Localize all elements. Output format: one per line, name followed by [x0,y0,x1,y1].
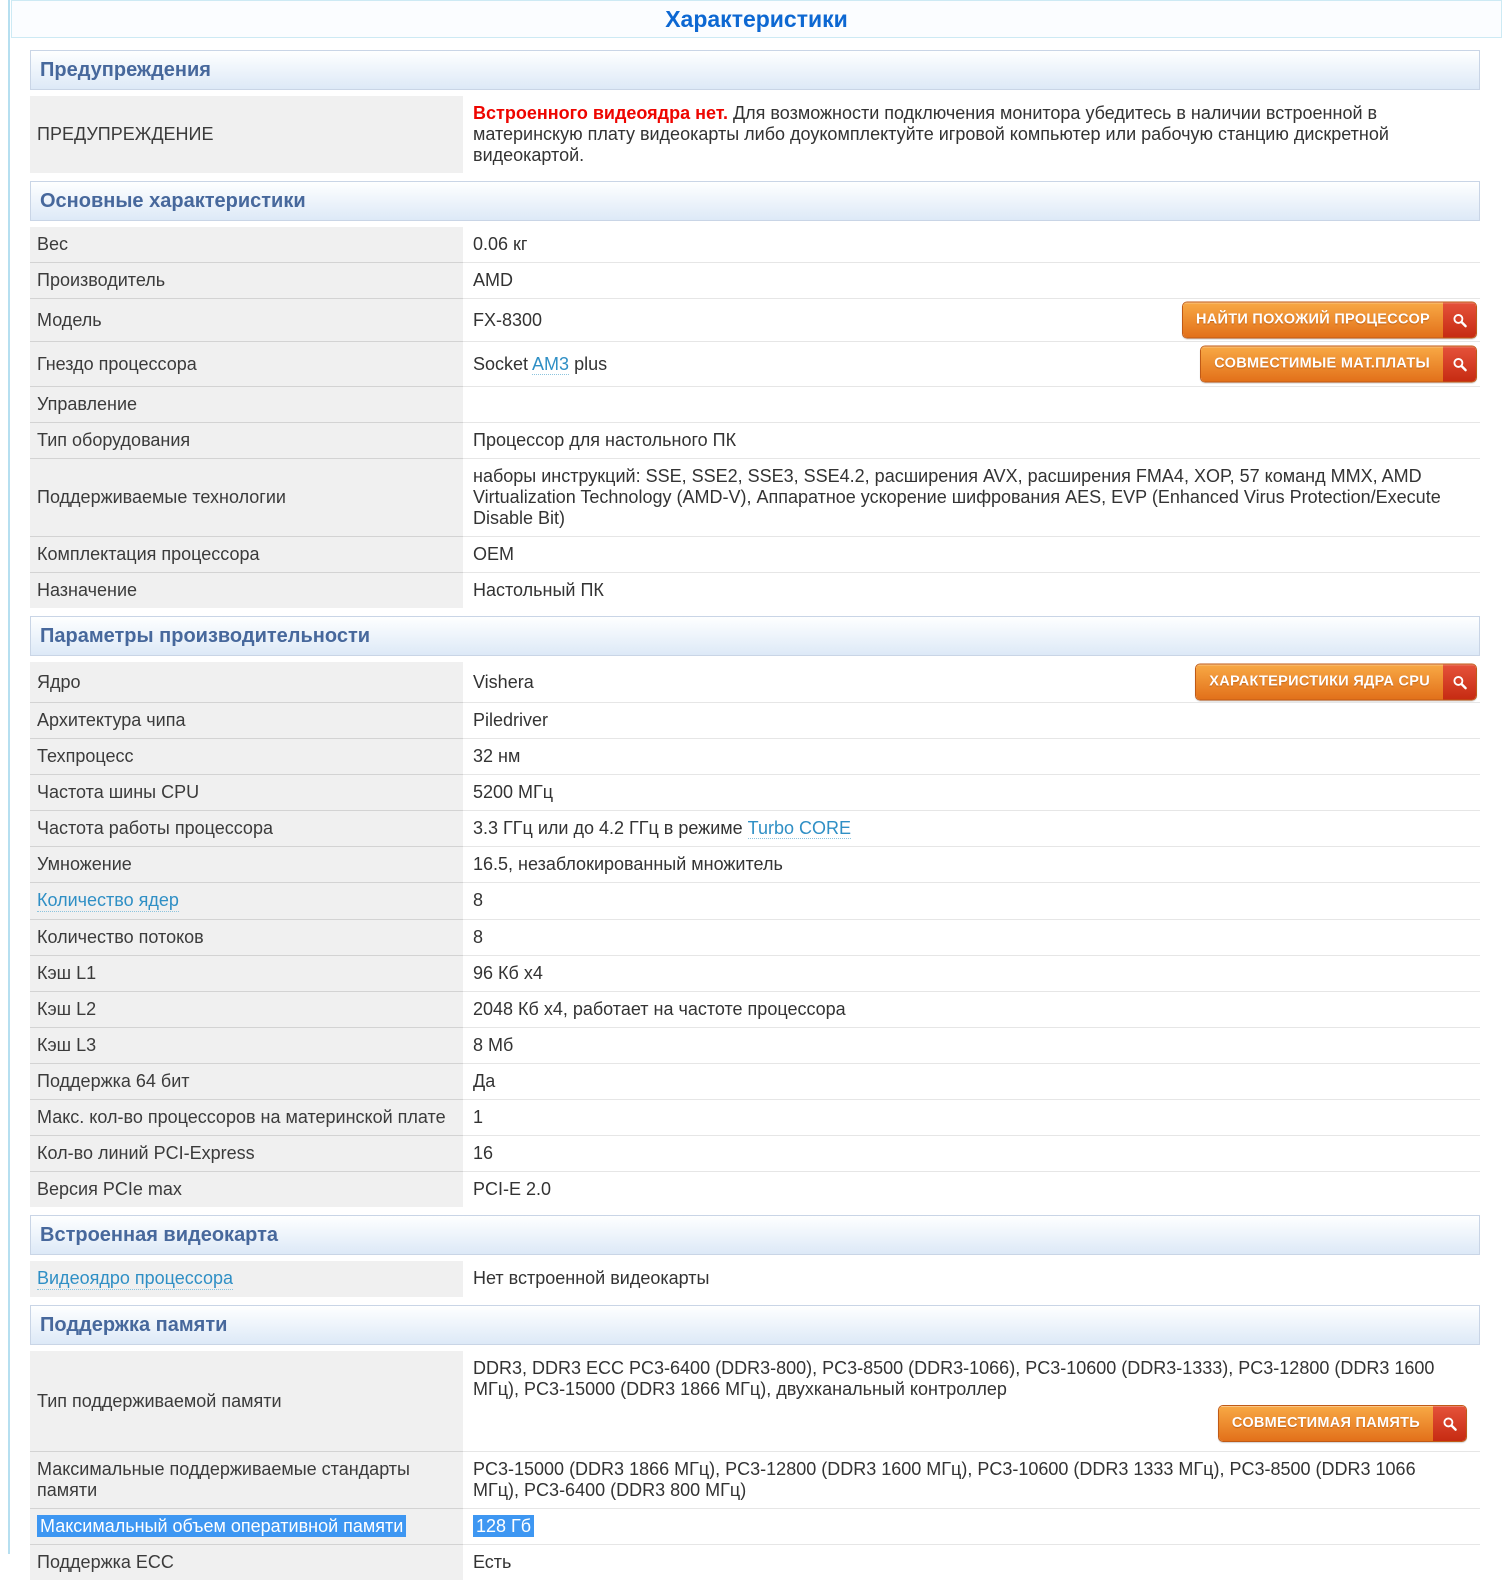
find-similar-cpu-button[interactable] [1182,302,1477,339]
section-header-video: Встроенная видеокарта [30,1215,1480,1255]
row-manufacturer [30,262,1480,298]
section-header-memory: Поддержка памяти [30,1305,1480,1345]
row-cache-l1 [30,955,1480,991]
row-hardware-type [30,422,1480,458]
ecc-value-text: Есть [473,1552,512,1572]
section-memory [30,1351,1480,1580]
max-ram-value-text selected-text: 128 Гб [473,1515,534,1537]
row-cpu-freq-value [463,810,1480,846]
row-multiplier-value [463,846,1480,882]
row-cache-l1-value [463,955,1480,991]
row-bus-freq-label: Частота шины CPU [30,774,463,810]
purpose-value-text: Настольный ПК [473,580,604,600]
specs-table [30,50,1480,1580]
row-64bit-label: Поддержка 64 бит [30,1063,463,1099]
row-warning-value [463,96,1480,173]
row-socket [30,341,1480,386]
row-max-cpu-label: Макс. кол-во процессоров на материнской плате [30,1099,463,1135]
row-cache-l3-value [463,1027,1480,1063]
section-header-main: Основные характеристики [30,181,1480,221]
architecture-value-text: Piledriver [473,710,549,730]
gpu-core-link[interactable]: Видеоядро процессора [37,1268,233,1288]
model-value-text: FX-8300 [473,309,543,330]
row-socket-value [463,341,1480,386]
magnifier-icon [1443,665,1476,700]
row-max-standards-label: Максимальные поддерживаемые стандарты памяти [30,1451,463,1508]
section-header-performance: Параметры производительности [30,616,1480,656]
mem-type-button-row [473,1400,1470,1444]
section-header-warnings: Предупреждения [30,50,1480,90]
row-architecture [30,702,1480,738]
row-cores-label [30,882,463,919]
row-mem-type-label: Тип поддерживаемой памяти [30,1351,463,1451]
technologies-value-text: наборы инструкций: SSE, SSE2, SSE3, SSE4.2, расширения AVX, расширения FMA4, XOP, 57 команд MMX, AMD Virtualization Technology (AMD-V), Аппаратное ускорение шифрования AES, EVP (Enhanced Virus Protection/Execute Disable Bit) [473,466,1441,528]
row-control-value [463,386,1480,422]
row-pcie-version-label: Версия PCIe max [30,1171,463,1207]
row-hardware-type-value [463,422,1480,458]
socket-suffix-text: plus [569,353,608,374]
row-manufacturer-value [463,262,1480,298]
row-max-ram [30,1508,1480,1544]
compatible-memory-button[interactable] [1218,1405,1467,1442]
row-socket-label: Гнездо процессора [30,341,463,386]
compatible-motherboards-button-label: СОВМЕСТИМЫЕ МАТ.ПЛАТЫ [1201,347,1443,382]
row-package-value [463,536,1480,572]
row-bus-freq-value [463,774,1480,810]
section-performance [30,662,1480,1207]
row-purpose-label: Назначение [30,572,463,608]
cpu-freq-prefix-text: 3.3 ГГц или до 4.2 ГГц в режиме [473,818,748,838]
row-max-cpu [30,1099,1480,1135]
row-cache-l1-label: Кэш L1 [30,955,463,991]
row-control-label: Управление [30,386,463,422]
row-core-label: Ядро [30,662,463,702]
multiplier-value-text: 16.5, незаблокированный множитель [473,854,783,874]
magnifier-icon [1443,347,1476,382]
compatible-motherboards-button[interactable] [1200,346,1477,383]
am3-link[interactable]: AM3 [532,353,570,374]
row-process-label: Техпроцесс [30,738,463,774]
socket-value-text [473,354,607,375]
row-process-value [463,738,1480,774]
core-value-text: Vishera [473,671,534,692]
row-bus-freq [30,774,1480,810]
row-package [30,536,1480,572]
pci-lanes-value-text: 16 [473,1143,494,1163]
mem-type-value-text: DDR3, DDR3 ECC PC3-6400 (DDR3-800), PC3-8500 (DDR3-1066), PC3-10600 (DDR3-1333), PC3-12800 (DDR3 1600 МГц), PC3-15000 (DDR3 1866 МГц), двухканальный контроллер [473,1358,1435,1399]
row-pci-lanes [30,1135,1480,1171]
row-threads [30,919,1480,955]
cache-l3-value-text: 8 Мб [473,1035,514,1055]
warning-body-text: Для возможности подключения монитора убедитесь в наличии встроенной в материнскую плату видеокарты либо доукомплектуйте игровой компьютер или рабочую станцию дискретной видеокартой. [473,103,1389,165]
row-multiplier-label: Умножение [30,846,463,882]
row-cache-l2 [30,991,1480,1027]
row-technologies-value [463,458,1480,536]
row-max-ram-label [30,1508,463,1544]
row-architecture-label: Архитектура чипа [30,702,463,738]
cpu-freq-value-text [473,818,851,839]
row-gpu-value [463,1261,1480,1297]
row-cache-l2-label: Кэш L2 [30,991,463,1027]
row-max-ram-value [463,1508,1480,1544]
row-hardware-type-label: Тип оборудования [30,422,463,458]
row-threads-value [463,919,1480,955]
row-process [30,738,1480,774]
row-cache-l3-label: Кэш L3 [30,1027,463,1063]
row-mem-type [30,1351,1480,1451]
warning-alert-text: Встроенного видеоядра нет. [473,103,728,123]
row-max-standards-value [463,1451,1480,1508]
section-main [30,227,1480,608]
row-cache-l2-value [463,991,1480,1027]
compatible-memory-button-label: СОВМЕСТИМАЯ ПАМЯТЬ [1219,1406,1433,1441]
row-purpose-value [463,572,1480,608]
row-ecc [30,1544,1480,1580]
pcie-version-value-text: PCI-E 2.0 [473,1179,552,1199]
weight-value-text: 0.06 кг [473,234,528,254]
process-value-text: 32 нм [473,746,521,766]
cpu-core-specs-button-label: ХАРАКТЕРИСТИКИ ЯДРА CPU [1196,665,1443,700]
row-purpose [30,572,1480,608]
row-technologies-label: Поддерживаемые технологии [30,458,463,536]
row-model-value [463,298,1480,341]
row-core-value [463,662,1480,702]
manufacturer-value-text: AMD [473,270,513,290]
row-warning-label: ПРЕДУПРЕЖДЕНИЕ [30,96,463,173]
row-cpu-freq-label: Частота работы процессора [30,810,463,846]
hardware-type-value-text: Процессор для настольного ПК [473,430,737,450]
page-title: Характеристики [11,0,1502,38]
row-cores [30,882,1480,919]
row-control [30,386,1480,422]
row-warning [30,96,1480,173]
row-model-label: Модель [30,298,463,341]
cache-l2-value-text: 2048 Кб x4, работает на частоте процессора [473,999,846,1019]
row-ecc-label: Поддержка ECC [30,1544,463,1580]
row-mem-type-value [463,1351,1480,1451]
row-architecture-value [463,702,1480,738]
package-value-text: OEM [473,544,515,564]
cache-l1-value-text: 96 Кб x4 [473,963,543,983]
magnifier-icon [1443,303,1476,338]
row-technologies [30,458,1480,536]
row-model [30,298,1480,341]
row-threads-label: Количество потоков [30,919,463,955]
row-core [30,662,1480,702]
row-ecc-value [463,1544,1480,1580]
row-cache-l3 [30,1027,1480,1063]
section-warnings [30,96,1480,173]
row-cpu-freq [30,810,1480,846]
bus-freq-value-text: 5200 МГц [473,782,554,802]
row-pci-lanes-label: Кол-во линий PCI-Express [30,1135,463,1171]
row-gpu-label [30,1261,463,1297]
row-64bit-value [463,1063,1480,1099]
row-weight-value [463,227,1480,262]
row-gpu [30,1261,1480,1297]
row-pcie-version [30,1171,1480,1207]
selected-text [37,1516,406,1537]
find-similar-cpu-button-label: НАЙТИ ПОХОЖИЙ ПРОЦЕССОР [1183,303,1443,338]
core-count-link[interactable]: Количество ядер [37,890,179,910]
64bit-value-text: Да [473,1071,496,1091]
max-cpu-value-text: 1 [473,1107,484,1127]
row-pci-lanes-value [463,1135,1480,1171]
cpu-core-specs-button[interactable] [1195,664,1477,701]
max-ram-label-text: Максимальный объем оперативной памяти [37,1515,406,1537]
gpu-value-text: Нет встроенной видеокарты [473,1268,710,1288]
row-max-cpu-value [463,1099,1480,1135]
turbo-core-link[interactable]: Turbo CORE [747,818,852,838]
row-manufacturer-label: Производитель [30,262,463,298]
row-package-label: Комплектация процессора [30,536,463,572]
row-max-standards [30,1451,1480,1508]
max-standards-value-text: PC3-15000 (DDR3 1866 МГц), PC3-12800 (DDR3 1600 МГц), PC3-10600 (DDR3 1333 МГц), PC3-8500 (DDR3 1066 МГц), PC3-6400 (DDR3 800 МГц) [473,1459,1416,1500]
threads-value-text: 8 [473,927,484,947]
row-weight-label: Вес [30,227,463,262]
row-pcie-version-value [463,1171,1480,1207]
row-cores-value [463,882,1480,919]
page-left-border [8,0,10,1554]
socket-prefix-text: Socket [473,353,533,374]
section-video [30,1261,1480,1297]
row-weight [30,227,1480,262]
magnifier-icon [1433,1406,1466,1441]
row-multiplier [30,846,1480,882]
warning-text [473,103,1453,166]
row-64bit [30,1063,1480,1099]
cores-value-text: 8 [473,890,484,910]
